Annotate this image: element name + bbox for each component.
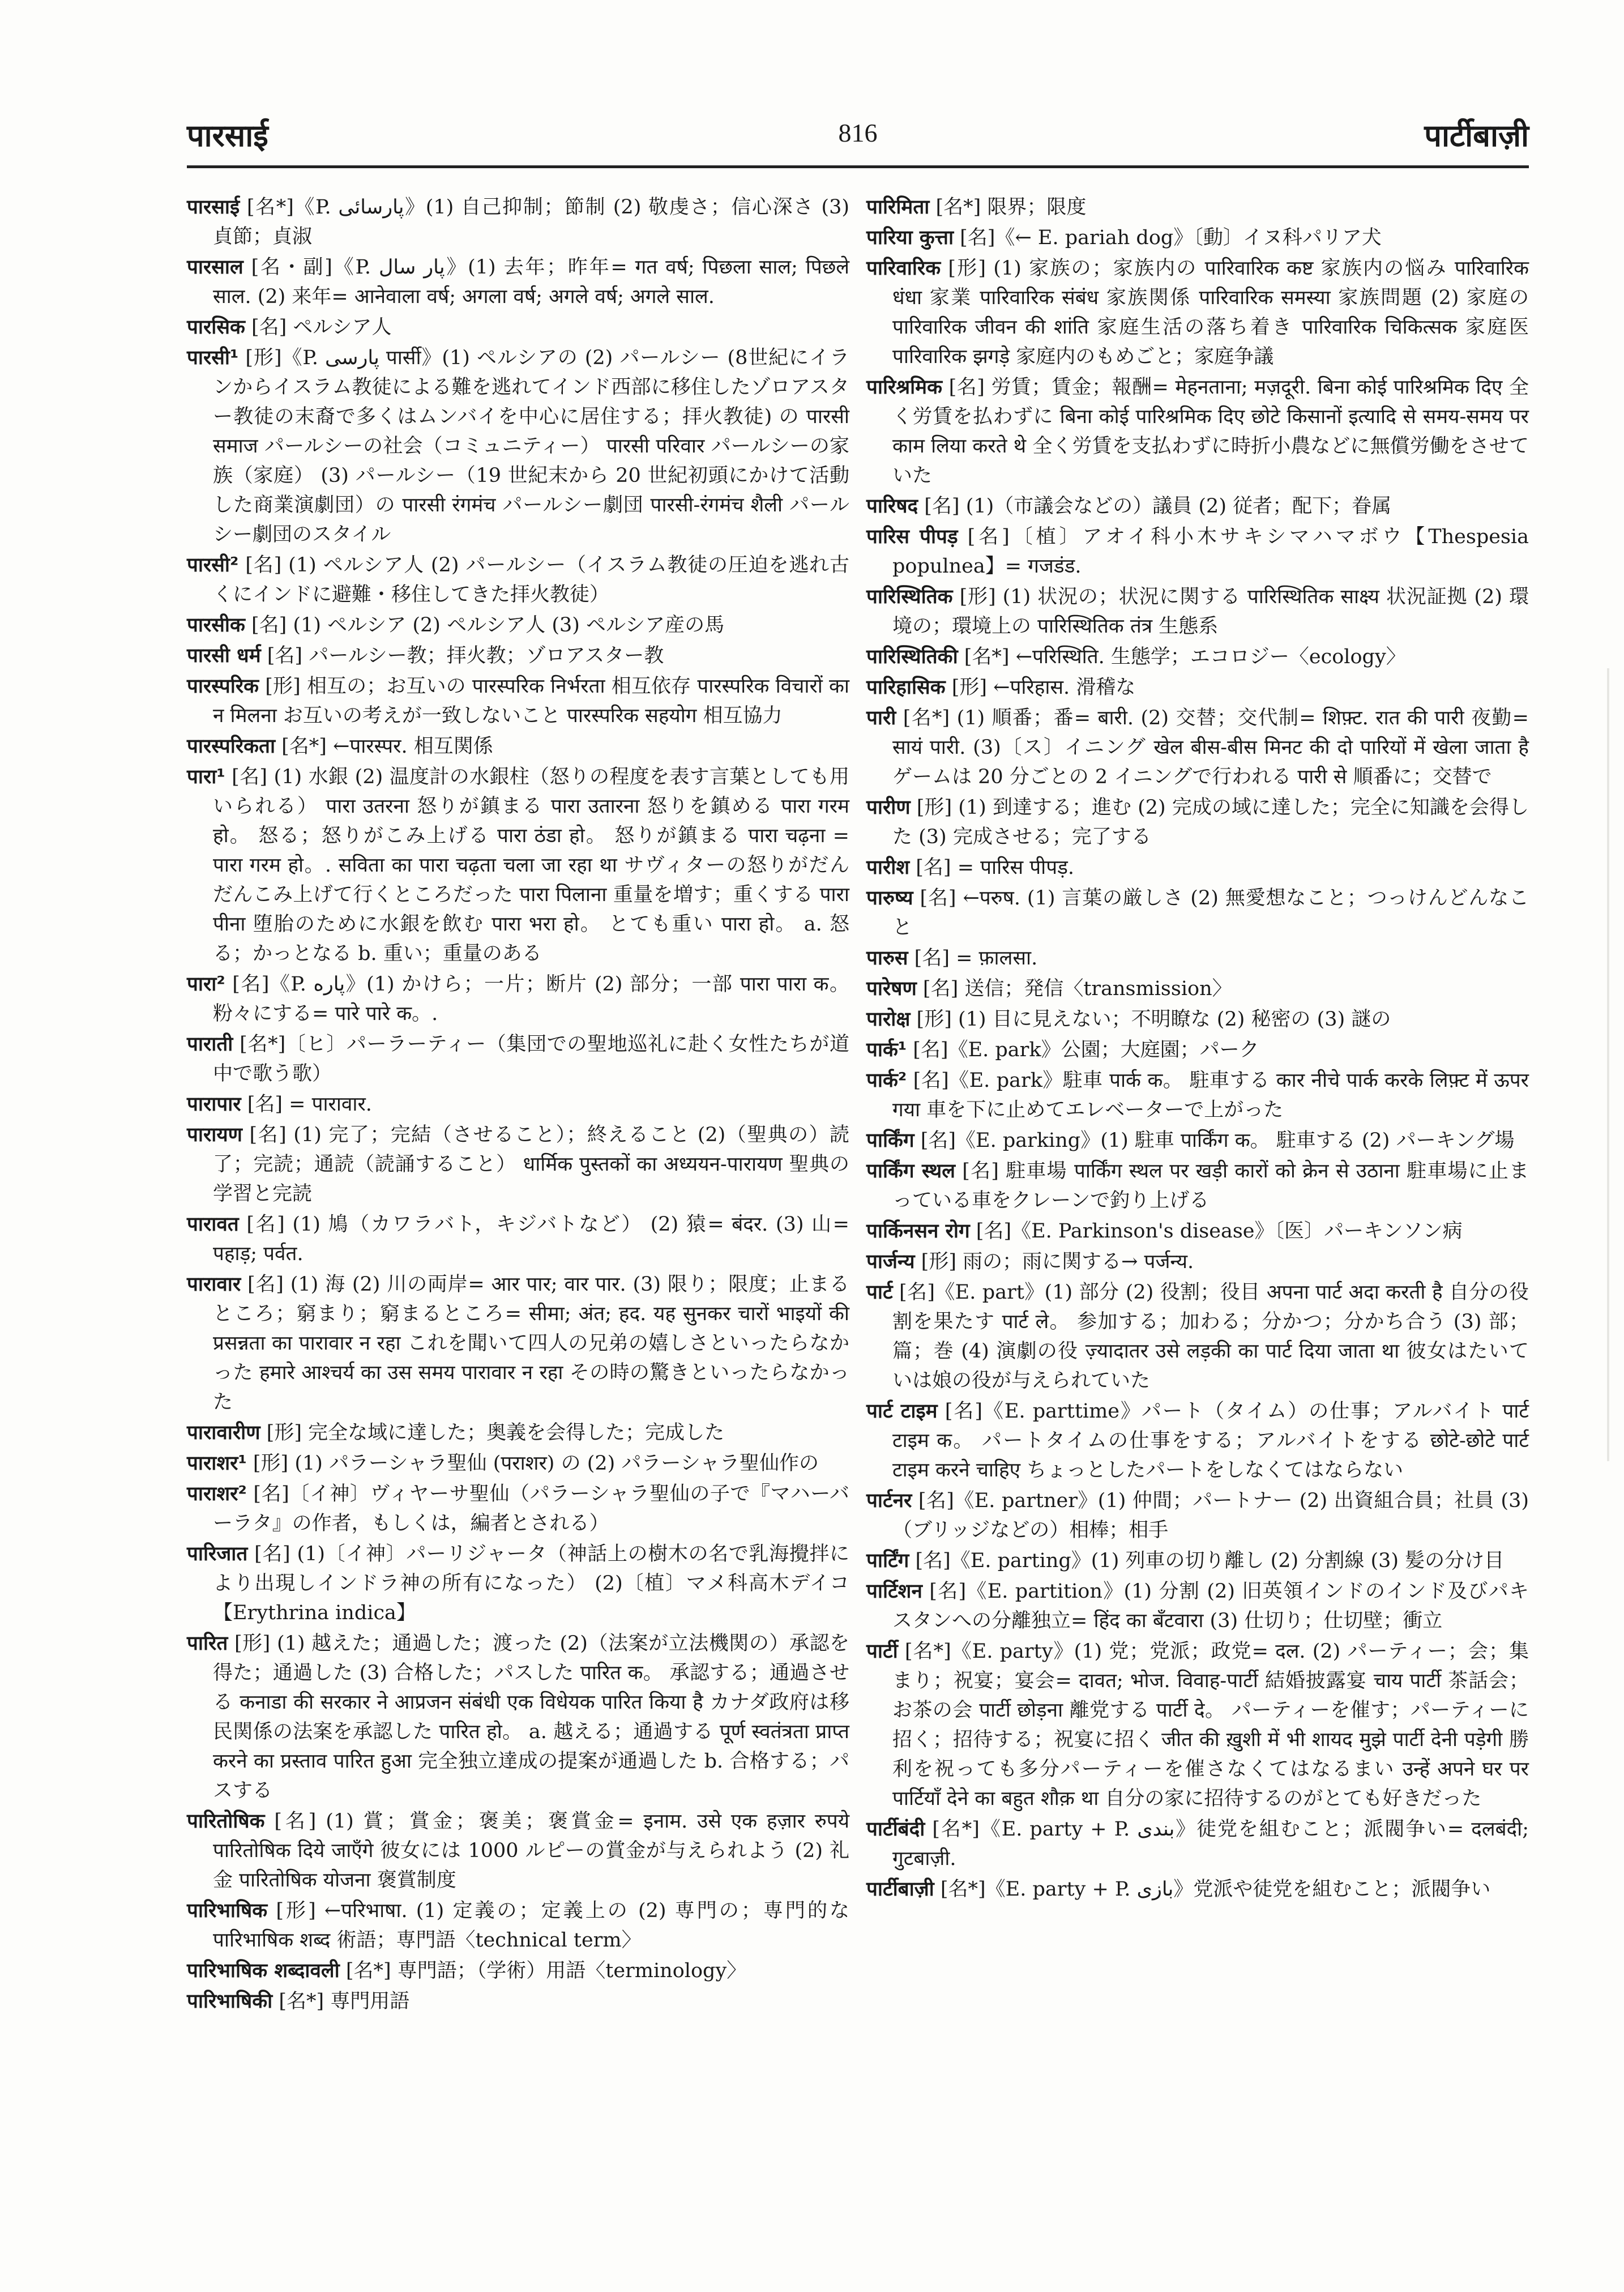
dictionary-entry: [866, 883, 1529, 942]
entry-headword: पारिहासिक: [866, 676, 946, 699]
dictionary-entry: [187, 611, 849, 640]
dictionary-entry: [187, 672, 849, 731]
dictionary-entry: [866, 944, 1529, 973]
entry-definition: [名]《E. park》駐車 पार्क क。 駐車する कार नीचे पार्क करके लिफ़्ट में ऊपर गया 車を下に止めてエレベーターで上がった: [892, 1069, 1529, 1121]
dictionary-entry: [187, 1629, 849, 1806]
dictionary-entry: [866, 1035, 1529, 1065]
dictionary-entry: [187, 313, 849, 342]
entry-definition: [名] ペルシア人: [245, 316, 392, 339]
entry-definition: [名] (1)〔イ神〕パーリジャータ（神話上の樹木の名で乳海攪拌により出現しインドラ神の所有になった） (2)〔植〕マメ科高木デイコ【Erythrina indica】: [213, 1543, 849, 1624]
entry-headword: पारितोषिक: [187, 1810, 265, 1833]
right-column: [866, 193, 1529, 1905]
header-rule: [187, 165, 1529, 168]
entry-definition: [名*]《E. party + P. بازی》党派や徒党を組むこと；派閥争い: [934, 1878, 1491, 1901]
dictionary-entry: [187, 762, 849, 968]
dictionary-entry: [187, 1270, 849, 1417]
entry-definition: [名]〔植〕アオイ科小木サキシマハマボウ【Thespesia populnea】= गजडंड.: [892, 526, 1529, 578]
dictionary-entry: [866, 1005, 1529, 1034]
entry-definition: [名*] (1) 順番；番= बारी. (2) 交替；交代制= शिफ़्ट. रात की पारी 夜勤= सायं पारी. (3)〔ス〕イニング खेल बीस-बीस मिनट की दो पारियों में खेला जाता है ゲームは 20 分ごとの 2 イニングで行われる पारी से 順番に；交替で: [892, 707, 1529, 788]
entry-headword: पारी: [866, 707, 896, 729]
entry-definition: [形] (1) 越えた；通過した；渡った (2)（法案が立法機関の）承認を得た；通過した (3) 合格した；パスした पारित क。 承認する；通過させる कनाडा की सरकार ने आप्रजन संबंधी एक विधेयक पारित किया है カナダ政府は移民関係の法案を承認した पारित हो。 a. 越える；通過する पूर्ण स्वतंत्रता प्राप्त करने का प्रस्ताव पारित हुआ 完全独立達成の提案が通過した b. 合格する；パスする: [213, 1632, 849, 1802]
entry-headword: पारायण: [187, 1124, 242, 1146]
entry-definition: [形] (1) 家族の；家族内の पारिवारिक कष्ट 家族内の悩み पारिवारिक धंधा 家業 पारिवारिक संबंध 家族関係 पारिवारिक समस्या 家族問題 (2) 家庭の पारिवारिक जीवन की शांति 家庭生活の落ち着き पारिवारिक चिकित्सक 家庭医 पारिवारिक झगड़े 家庭内のもめごと；家庭争議: [892, 257, 1529, 368]
entry-definition: [名] (1) 海 (2) 川の両岸= आर पार; वार पार. (3) 限り；限度；止まるところ；窮まり；窮まるところ= सीमा; अंत; हद. यह सुनकर चारों भाइयों की प्रसन्नता का पारावार न रहा これを聞いて四人の兄弟の嬉しさといったらなかった हमारे आश्चर्य का उस समय पारावार न रहा その時の驚きといったらなかった: [213, 1273, 849, 1414]
entry-headword: पारिभाषिक शब्दावली: [187, 1960, 340, 1982]
dictionary-entry: [187, 1807, 849, 1895]
entry-definition: [名]《E. parking》(1) 駐車 पार्किंग क。 駐車する (2) パーキング場: [914, 1129, 1515, 1152]
entry-definition: [形] (1) 目に見えない；不明瞭な (2) 秘密の (3) 謎の: [910, 1008, 1391, 1031]
dictionary-entry: [866, 1247, 1529, 1277]
entry-definition: [名] (1) 賞；賞金；褒美；褒賞金= इनाम. उसे एक हज़ार रुपये पारितोषिक दिये जाएँगे 彼女には 1000 ルピーの賞金が与えられよう (2) 礼金 पारितोषिक योजना 褒賞制度: [213, 1810, 849, 1892]
entry-headword: पार्जन्य: [866, 1250, 915, 1273]
entry-headword: पाराशर²: [187, 1483, 247, 1505]
dictionary-entry: [187, 1210, 849, 1269]
entry-definition: [形] (1) 状況の；状況に関する पारिस्थितिक साक्ष्य 状況証拠 (2) 環境の；環境上の पारिस्थितिक तंत्र 生態系: [892, 586, 1529, 638]
entry-headword: पारिश्रमिक: [866, 376, 942, 399]
dictionary-entry: [187, 1090, 849, 1119]
dictionary-entry: [187, 1449, 849, 1478]
dictionary-entry: [187, 732, 849, 761]
entry-definition: [名] (1) ペルシア (2) ペルシア人 (3) ペルシア産の馬: [245, 614, 725, 637]
dictionary-entry: [866, 703, 1529, 792]
entry-definition: [名*] ←परिस्थिति. 生態学；エコロジー〈ecology〉: [958, 646, 1406, 668]
entry-definition: [名] (1) 完了；完結（させること）；終えること (2)（聖典の）読了；完読；通読（読誦すること） धार्मिक पुस्तकों का अध्ययन-पारायण 聖典の学習と完読: [213, 1124, 849, 1205]
entry-headword: पारिस्थितिक: [866, 586, 953, 608]
dictionary-entry: [187, 1030, 849, 1089]
entry-definition: [形] 雨の；雨に関する→ पर्जन्य.: [914, 1250, 1194, 1273]
dictionary-entry: [866, 193, 1529, 222]
entry-headword: पारीश: [866, 856, 910, 879]
dictionary-entry: [187, 1896, 849, 1955]
dictionary-entry: [866, 1278, 1529, 1395]
dictionary-entry: [187, 1120, 849, 1209]
dictionary-entry: [866, 1156, 1529, 1215]
entry-definition: [名]《E. park》公園；大庭園；パーク: [907, 1039, 1259, 1061]
entry-definition: [名]《E. Parkinson's disease》〔医〕パーキンソン病: [969, 1220, 1463, 1243]
entry-headword: पारिजात: [187, 1543, 248, 1565]
dictionary-entry: [187, 1418, 849, 1448]
dictionary-entry: [866, 673, 1529, 702]
entry-definition: [形] ←परिहास. 滑稽な: [945, 676, 1136, 699]
entry-headword: पारेषण: [866, 978, 917, 1000]
dictionary-entry: [866, 492, 1529, 521]
entry-definition: [名]《E. partition》(1) 分割 (2) 旧英領インドのインド及びパキスタンへの分離独立= हिंद का बँटवारा (3) 仕切り；仕切壁；衝立: [892, 1580, 1529, 1632]
entry-definition: [形] ←परिभाषा. (1) 定義の；定義上の (2) 専門の；専門的な पारिभाषिक शब्द 術語；専門語〈technical term〉: [213, 1900, 849, 1952]
entry-headword: पारावत: [187, 1213, 239, 1236]
entry-headword: पार्टीबाज़ी: [866, 1878, 934, 1901]
entry-headword: पार्टिंग: [866, 1550, 909, 1572]
dictionary-entry: [187, 253, 849, 311]
entry-definition: [名] 送信；発信〈transmission〉: [916, 978, 1232, 1000]
entry-definition: [名] ←परुष. (1) 言葉の厳しさ (2) 無愛想なこと；つっけんどんなこと: [892, 887, 1529, 939]
entry-headword: पाराती: [187, 1033, 233, 1056]
entry-headword: पारसिक: [187, 316, 245, 339]
entry-headword: पारा¹: [187, 766, 225, 788]
entry-headword: पारिस पीपड़: [866, 526, 958, 548]
dictionary-entry: [866, 223, 1529, 253]
dictionary-entry: [866, 582, 1529, 641]
dictionary-entry: [866, 522, 1529, 581]
entry-definition: [名・副]《P. پار سال》(1) 去年；昨年= गत वर्ष; पिछला साल; पिछले साल. (2) 来年= आनेवाला वर्ष; अगला वर्ष; अगले वर्ष; अगले साल.: [213, 256, 850, 308]
entry-definition: [名*] 専門語；（学術）用語〈terminology〉: [339, 1960, 747, 1982]
entry-definition: [名]《E. partner》(1) 仲間；パートナー (2) 出資組合員；社員 (3)（ブリッジなどの）相棒；相手: [892, 1489, 1529, 1542]
dictionary-entry: [866, 1397, 1529, 1485]
left-column: [187, 193, 849, 2017]
entry-headword: पारस्परिक: [187, 675, 259, 698]
entry-definition: [名*]《E. party》(1) 党；党派；政党= दल. (2) パーティー；会；集まり；祝宴；宴会= दावत; भोज. विवाह-पार्टी 結婚披露宴 चाय पार्टी 茶話会；お茶の会 पार्टी छोड़ना 離党する पार्टी दे。 パーティーを催す；パーティーに招く；招待する；祝宴に招く जीत की ख़ुशी में भी शायद मुझे पार्टी देनी पड़ेगी 勝利を祝っても多分パーティーを催さなくてはなるまい उन्हें अपने घर पर पार्टियाँ देने का बहुत शौक़ था 自分の家に招待するのがとても好きだった: [892, 1640, 1529, 1810]
entry-headword: पार्किंग: [866, 1129, 914, 1152]
dictionary-entry: [866, 1577, 1529, 1636]
entry-definition: [名]《E. part》(1) 部分 (2) 役割；役目 अपना पार्ट अदा करती है 自分の役割を果たす पार्ट ले。 参加する；加わる；分かつ；分かち合う (3) 部；篇；巻 (4) 演劇の役 ज़्यादातर उसे लड़की का पार्ट दिया जाता था 彼女はたいていは娘の役が与えられていた: [892, 1281, 1529, 1392]
entry-headword: पारसी²: [187, 554, 239, 577]
entry-headword: पार्क¹: [866, 1039, 907, 1061]
entry-headword: पारसी¹: [187, 347, 239, 369]
entry-definition: [名] (1)（市議会などの）議員 (2) 従者；配下；眷属: [918, 495, 1392, 518]
entry-headword: पारिया कुत्ता: [866, 227, 954, 249]
page-number: 816: [838, 118, 878, 147]
entry-definition: [名] (1) 鳩（カワラバト，キジバトなど） (2) 猿= बंदर. (3) 山= पहाड़; पर्वत.: [213, 1213, 849, 1265]
dictionary-entry: [187, 550, 849, 609]
entry-definition: [名*] 専門用語: [272, 1990, 410, 2013]
entry-headword: पार्टनर: [866, 1489, 912, 1512]
entry-headword: पारुष्य: [866, 887, 913, 910]
entry-definition: [名] (1) ペルシア人 (2) パールシー（イスラム教徒の圧迫を逃れ古くにインドに避難・移住してきた拝火教徒）: [213, 554, 849, 606]
entry-headword: पारिभाषिक: [187, 1900, 268, 1922]
entry-headword: पार्टीबंदी: [866, 1818, 925, 1841]
dictionary-entry: [866, 1815, 1529, 1873]
entry-definition: [名]《← E. pariah dog》〔動〕イヌ科パリア犬: [954, 227, 1382, 249]
entry-definition: [名*] ←पारस्पर. 相互関係: [275, 735, 493, 758]
entry-definition: [形] (1) 到達する；進む (2) 完成の域に達した；完全に知識を会得した (3) 完成させる；完了する: [892, 796, 1529, 848]
dictionary-entry: [866, 793, 1529, 852]
dictionary-entry: [866, 974, 1529, 1004]
entry-headword: पारिभाषिकी: [187, 1990, 273, 2013]
entry-definition: [名] 労賃；賃金；報酬= मेहनताना; मज़दूरी. बिना कोई पारिश्रमिक दिए 全く労賃を払わずに बिना कोई पारिश्रमिक दिए छोटे किसानों इत्यादि से समय-समय पर काम लिया करते थे 全く労賃を支払わずに時折小農などに無償労働をさせていた: [892, 376, 1529, 487]
dictionary-entry: [866, 1066, 1529, 1125]
dictionary-entry: [187, 1987, 849, 2016]
entry-headword: पारोक्ष: [866, 1008, 911, 1031]
entry-headword: पारस्परिकता: [187, 735, 276, 758]
entry-definition: [名] パールシー教；拝火教；ゾロアスター教: [260, 645, 664, 667]
entry-definition: [形] (1) パラーシャラ聖仙 (पराशर) の (2) パラーシャラ聖仙作の: [246, 1452, 819, 1475]
entry-headword: पार्ट: [866, 1281, 893, 1304]
entry-headword: पारसाल: [187, 256, 243, 279]
dictionary-entry: [187, 1539, 849, 1628]
entry-definition: [名] = पारावार.: [241, 1093, 372, 1116]
dictionary-entry: [866, 373, 1529, 490]
dictionary-entry: [187, 970, 849, 1028]
entry-definition: [名] = फ़ालसा.: [908, 947, 1038, 970]
dictionary-entry: [187, 343, 849, 549]
entry-headword: पारिवारिक: [866, 257, 941, 280]
entry-headword: पारावार: [187, 1273, 241, 1296]
entry-definition: [名] 駐車場 पार्किंग स्थल पर खड़ी कारों को क्रेन से उठाना 駐車場に止まっている車をクレーンで釣り上げる: [892, 1160, 1529, 1212]
dictionary-entry: [187, 193, 849, 251]
entry-definition: [名*]《P. پارسائی》(1) 自己抑制；節制 (2) 敬虔さ；信心深さ (3) 貞節；貞淑: [213, 196, 849, 248]
entry-definition: [形] 相互の；お互いの पारस्परिक निर्भरता 相互依存 पारस्परिक विचारों का न मिलना お互いの考えが一致しないこと पारस्परिक सहयोग 相互協力: [213, 675, 849, 727]
entry-definition: [名]《E. parting》(1) 列車の切り離し (2) 分割線 (3) 髪の分け目: [909, 1550, 1505, 1572]
entry-headword: पारापार: [187, 1093, 241, 1116]
page-header: [187, 113, 1529, 164]
entry-headword: पारिमिता: [866, 196, 930, 219]
entry-headword: पार्टी: [866, 1640, 898, 1663]
entry-headword: पार्टिशन: [866, 1580, 922, 1603]
entry-definition: [名]《E. parttime》パート（タイム）の仕事；アルバイト पार्ट टाइम क。 パートタイムの仕事をする；アルバイトをする छोटे-छोटे पार्ट टाइम करने चाहिए ちょっとしたパートをしなくてはならない: [892, 1400, 1529, 1482]
running-head-right: पार्टीबाज़ी: [1424, 118, 1529, 153]
entry-headword: पार्क²: [866, 1069, 907, 1092]
entry-definition: [名] (1) 水銀 (2) 温度計の水銀柱（怒りの程度を表す言葉としても用いられる） पारा उतरना 怒りが鎮まる पारा उतारना 怒りを鎮める पारा गरम हो。 怒る；怒りがこみ上げる पारा ठंडा हो。 怒りが鎮まる पारा चढ़ना = पारा गरम हो。. सविता का पारा चढ़ता चला जा रहा था サヴィターの怒りがだんだんこみ上げて行くところだった पारा पिलाना 重量を増す；重くする पारा पीना 堕胎のために水銀を飲む पारा भरा हो。 とても重い पारा हो。 a. 怒る；かっとなる b. 重い；重量のある: [213, 766, 849, 965]
entry-definition: [形] 完全な域に達した；奥義を会得した；完成した: [260, 1422, 725, 1444]
dictionary-entry: [866, 1637, 1529, 1813]
entry-headword: पारुस: [866, 947, 908, 970]
entry-definition: [名]《P. پاره》(1) かけら；一片；断片 (2) 部分；一部 पारा पारा क。粉々にする= पारे पारे क。.: [213, 973, 849, 1025]
entry-definition: [名*]《E. party + P. بندی》徒党を組むこと；派閥争い= दलबंदी; गुटबाज़ी.: [892, 1818, 1529, 1870]
dictionary-entry: [866, 1217, 1529, 1246]
dictionary-entry: [187, 1479, 849, 1538]
entry-headword: पार्ट टाइम: [866, 1400, 938, 1423]
entry-definition: [名]〔イ神〕ヴィヤーサ聖仙（パラーシャラ聖仙の子で『マハーバーラタ』の作者，もしくは，編者とされる）: [213, 1483, 849, 1535]
entry-headword: पारिषद: [866, 495, 918, 518]
entry-headword: पाराशर¹: [187, 1452, 247, 1475]
dictionary-entry: [866, 1546, 1529, 1576]
entry-definition: [名*] 限界；限度: [929, 196, 1087, 219]
entry-definition: [形]《P. پارسی पार्सी》(1) ペルシアの (2) パールシー (8世紀にイランからイスラム教徒による難を逃れてインド西部に移住したゾロアスター教徒の末裔で多くはムンバイを中心に居住する；拝火教徒) の पारसी समाज パールシーの社会（コミュニティー） पारसी परिवार パールシーの家族（家庭） (3) パールシー（19 世紀末から 20 世紀初頭にかけて活動した商業演劇団）の पारसी रंगमंच パールシー劇団 पारसी-रंगमंच शैली パールシー劇団のスタイル: [213, 347, 849, 546]
entry-headword: पारसाई: [187, 196, 240, 219]
dictionary-entry: [187, 1956, 849, 1986]
entry-definition: [名] = पारिस पीपड़.: [909, 856, 1074, 879]
dictionary-entry: [866, 254, 1529, 372]
dictionary-entry: [866, 1486, 1529, 1545]
dictionary-entry: [866, 853, 1529, 882]
running-head-left: पारसाई: [187, 118, 268, 153]
dictionary-entry: [866, 1875, 1529, 1904]
entry-headword: पारा²: [187, 973, 225, 996]
entry-headword: पारावारीण: [187, 1422, 260, 1444]
entry-headword: पार्किंग स्थल: [866, 1160, 955, 1183]
entry-headword: पारिस्थितिकी: [866, 646, 958, 668]
dictionary-entry: [866, 1126, 1529, 1155]
entry-headword: पारसीक: [187, 614, 245, 637]
entry-headword: पारीण: [866, 796, 911, 819]
dictionary-entry: [187, 641, 849, 671]
entry-headword: पारसी धर्म: [187, 645, 261, 667]
page-edge-shadow: [1607, 668, 1609, 1461]
entry-headword: पार्किनसन रोग: [866, 1220, 970, 1243]
entry-headword: पारित: [187, 1632, 228, 1655]
dictionary-entry: [866, 642, 1529, 672]
entry-definition: [名*]〔ヒ〕パーラーティー（集団での聖地巡礼に赴く女性たちが道中で歌う歌）: [213, 1033, 849, 1085]
